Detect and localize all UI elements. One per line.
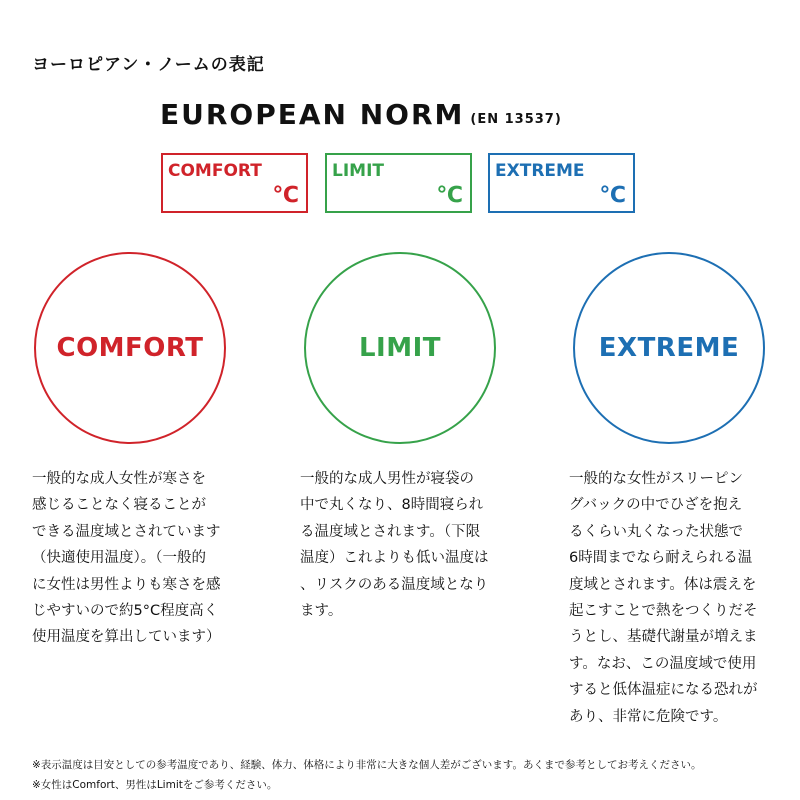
- norm-title: EUROPEAN NORM: [160, 98, 465, 131]
- legend-label-limit: LIMIT: [332, 161, 384, 181]
- legend-label-comfort: COMFORT: [168, 161, 262, 181]
- legend-box-extreme: [488, 153, 635, 213]
- footnote-gender: ※女性はComfort、男性はLimitをご参考ください。: [32, 779, 278, 791]
- circle-limit: [304, 252, 496, 444]
- circle-extreme: [573, 252, 765, 444]
- description-extreme: 一般的な女性がスリーピン グバックの中でひざを抱え るくらい丸くなった状態で 6時間までなら耐えられる温 度域とされます。体は震えを 起こすことで熱をつくりだそ うとし、基礎代謝量が増えま す。なお、この温度域で使用 すると低体温症になる恐れが あり、非常に危険です。: [569, 471, 758, 725]
- page-title: ヨーロピアン・ノームの表記: [32, 55, 265, 75]
- legend-unit-extreme: ℃: [599, 183, 626, 208]
- circle-label-limit: LIMIT: [358, 333, 442, 363]
- description-limit: 一般的な成人男性が寝袋の 中で丸くなり、8時間寝られ る温度域とされます。（下限 温度）これよりも低い温度は 、リスクのある温度域となり ます。: [300, 471, 489, 620]
- norm-subtitle: (EN 13537): [470, 112, 562, 127]
- circle-label-comfort: COMFORT: [56, 333, 204, 363]
- legend-label-extreme: EXTREME: [495, 161, 585, 181]
- footnote-disclaimer: ※表示温度は目安としての参考温度であり、経験、体力、体格により非常に大きな個人差がございます。あくまで参考としてお考えください。: [32, 759, 702, 771]
- circle-comfort: [34, 252, 226, 444]
- description-comfort: 一般的な成人女性が寒さを 感じることなく寝ることが できる温度域とされています （快適使用温度）。（一般的 に女性は男性よりも寒さを感 じやすいので約5°C程度高く 使用温度を算出しています）: [32, 471, 221, 646]
- norm-heading: [160, 98, 562, 131]
- legend-unit-comfort: ℃: [272, 183, 299, 208]
- circle-label-extreme: EXTREME: [598, 333, 740, 363]
- legend-box-limit: [325, 153, 472, 213]
- legend-box-comfort: [161, 153, 308, 213]
- legend-unit-limit: ℃: [436, 183, 463, 208]
